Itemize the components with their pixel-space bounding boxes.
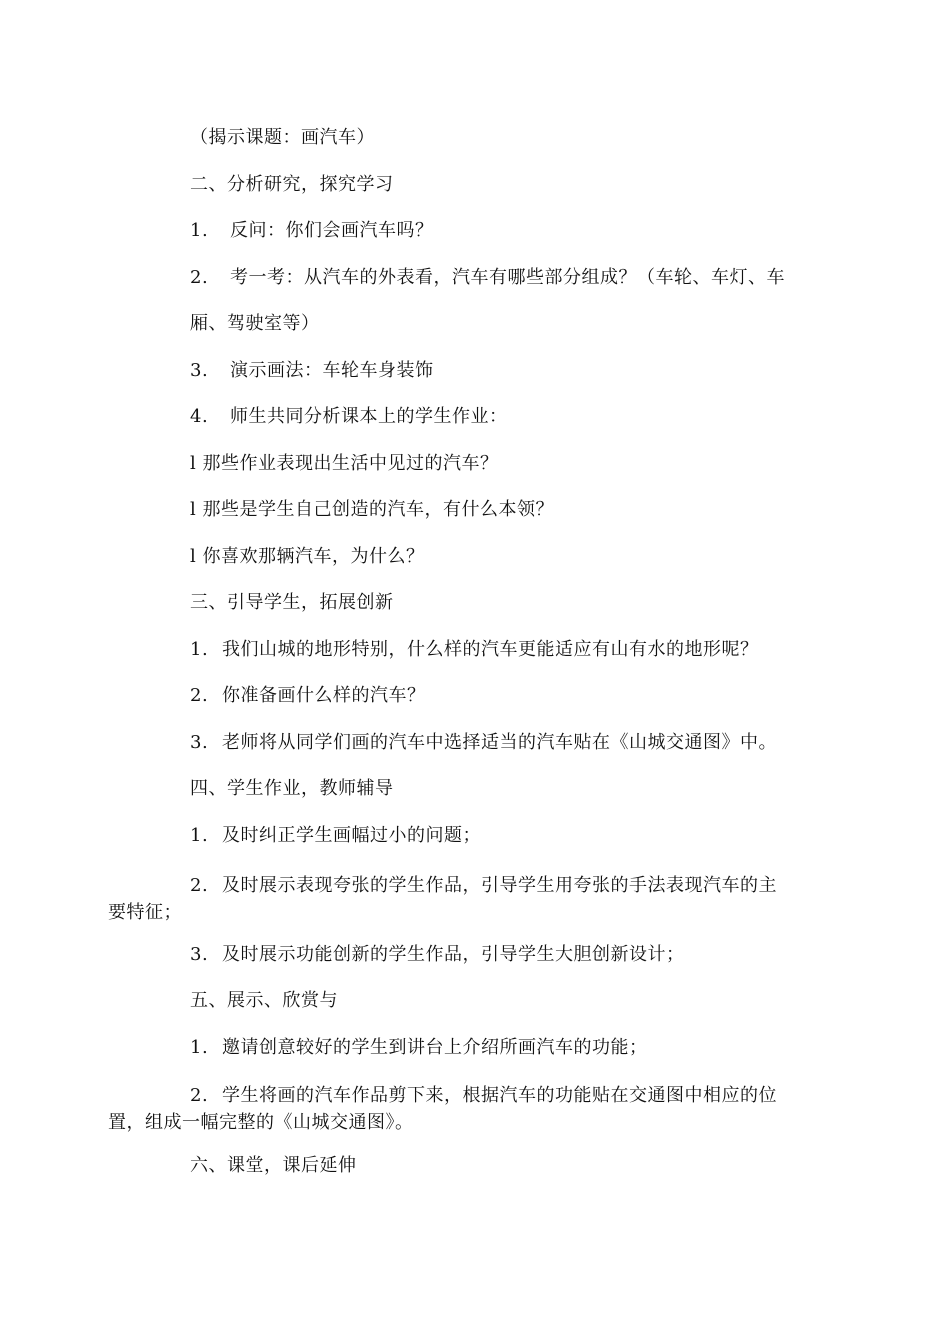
list-item: 2. 考一考：从汽车的外表看，汽车有哪些部分组成？（车轮、车灯、车 [190, 267, 785, 288]
list-number: 1. [190, 220, 209, 241]
list-item: 1. 反问：你们会画汽车吗？ [190, 220, 434, 241]
list-number: 2. [190, 685, 209, 706]
section-heading: 五、展示、欣赏与 [190, 990, 338, 1011]
list-number: 3. [190, 732, 209, 753]
bullet-item: l 那些作业表现出生活中见过的汽车？ [190, 453, 499, 474]
section-heading: 二、分析研究，探究学习 [190, 174, 394, 195]
list-number: 2. [190, 875, 209, 896]
list-number: 4. [190, 406, 209, 427]
list-item: 2. 你准备画什么样的汽车？ [190, 685, 426, 706]
text-line: 厢、驾驶室等） [190, 313, 320, 334]
list-number: 1. [190, 825, 209, 846]
list-number: 3. [190, 944, 209, 965]
text-line: 要特征； [108, 902, 182, 923]
list-item: 1. 邀请创意较好的学生到讲台上介绍所画汽车的功能； [190, 1037, 648, 1058]
text-line: 置，组成一幅完整的《山城交通图》。 [108, 1112, 414, 1133]
section-heading: 三、引导学生，拓展创新 [190, 592, 394, 613]
text-line: （揭示课题：画汽车） [190, 127, 375, 148]
section-heading: 六、课堂，课后延伸 [190, 1155, 357, 1176]
list-number: 2. [190, 1085, 209, 1106]
list-item: 4. 师生共同分析课本上的学生作业： [190, 406, 508, 427]
list-item: 2. 学生将画的汽车作品剪下来，根据汽车的功能贴在交通图中相应的位 [190, 1085, 777, 1106]
list-number: 2. [190, 267, 209, 288]
list-item: 2. 及时展示表现夸张的学生作品，引导学生用夸张的手法表现汽车的主 [190, 875, 777, 896]
list-item: 3. 老师将从同学们画的汽车中选择适当的汽车贴在《山城交通图》中。 [190, 732, 777, 753]
bullet-item: l 那些是学生自己创造的汽车，有什么本领？ [190, 499, 554, 520]
bullet-item: l 你喜欢那辆汽车，为什么？ [190, 546, 425, 567]
list-item: 3. 演示画法：车轮车身装饰 [190, 360, 434, 381]
section-heading: 四、学生作业，教师辅导 [190, 778, 394, 799]
list-item: 1. 及时纠正学生画幅过小的问题； [190, 825, 481, 846]
list-number: 3. [190, 360, 209, 381]
list-item: 3. 及时展示功能创新的学生作品，引导学生大胆创新设计； [190, 944, 685, 965]
list-number: 1. [190, 1037, 209, 1058]
list-number: 1. [190, 639, 209, 660]
list-item: 1. 我们山城的地形特别，什么样的汽车更能适应有山有水的地形呢？ [190, 639, 759, 660]
